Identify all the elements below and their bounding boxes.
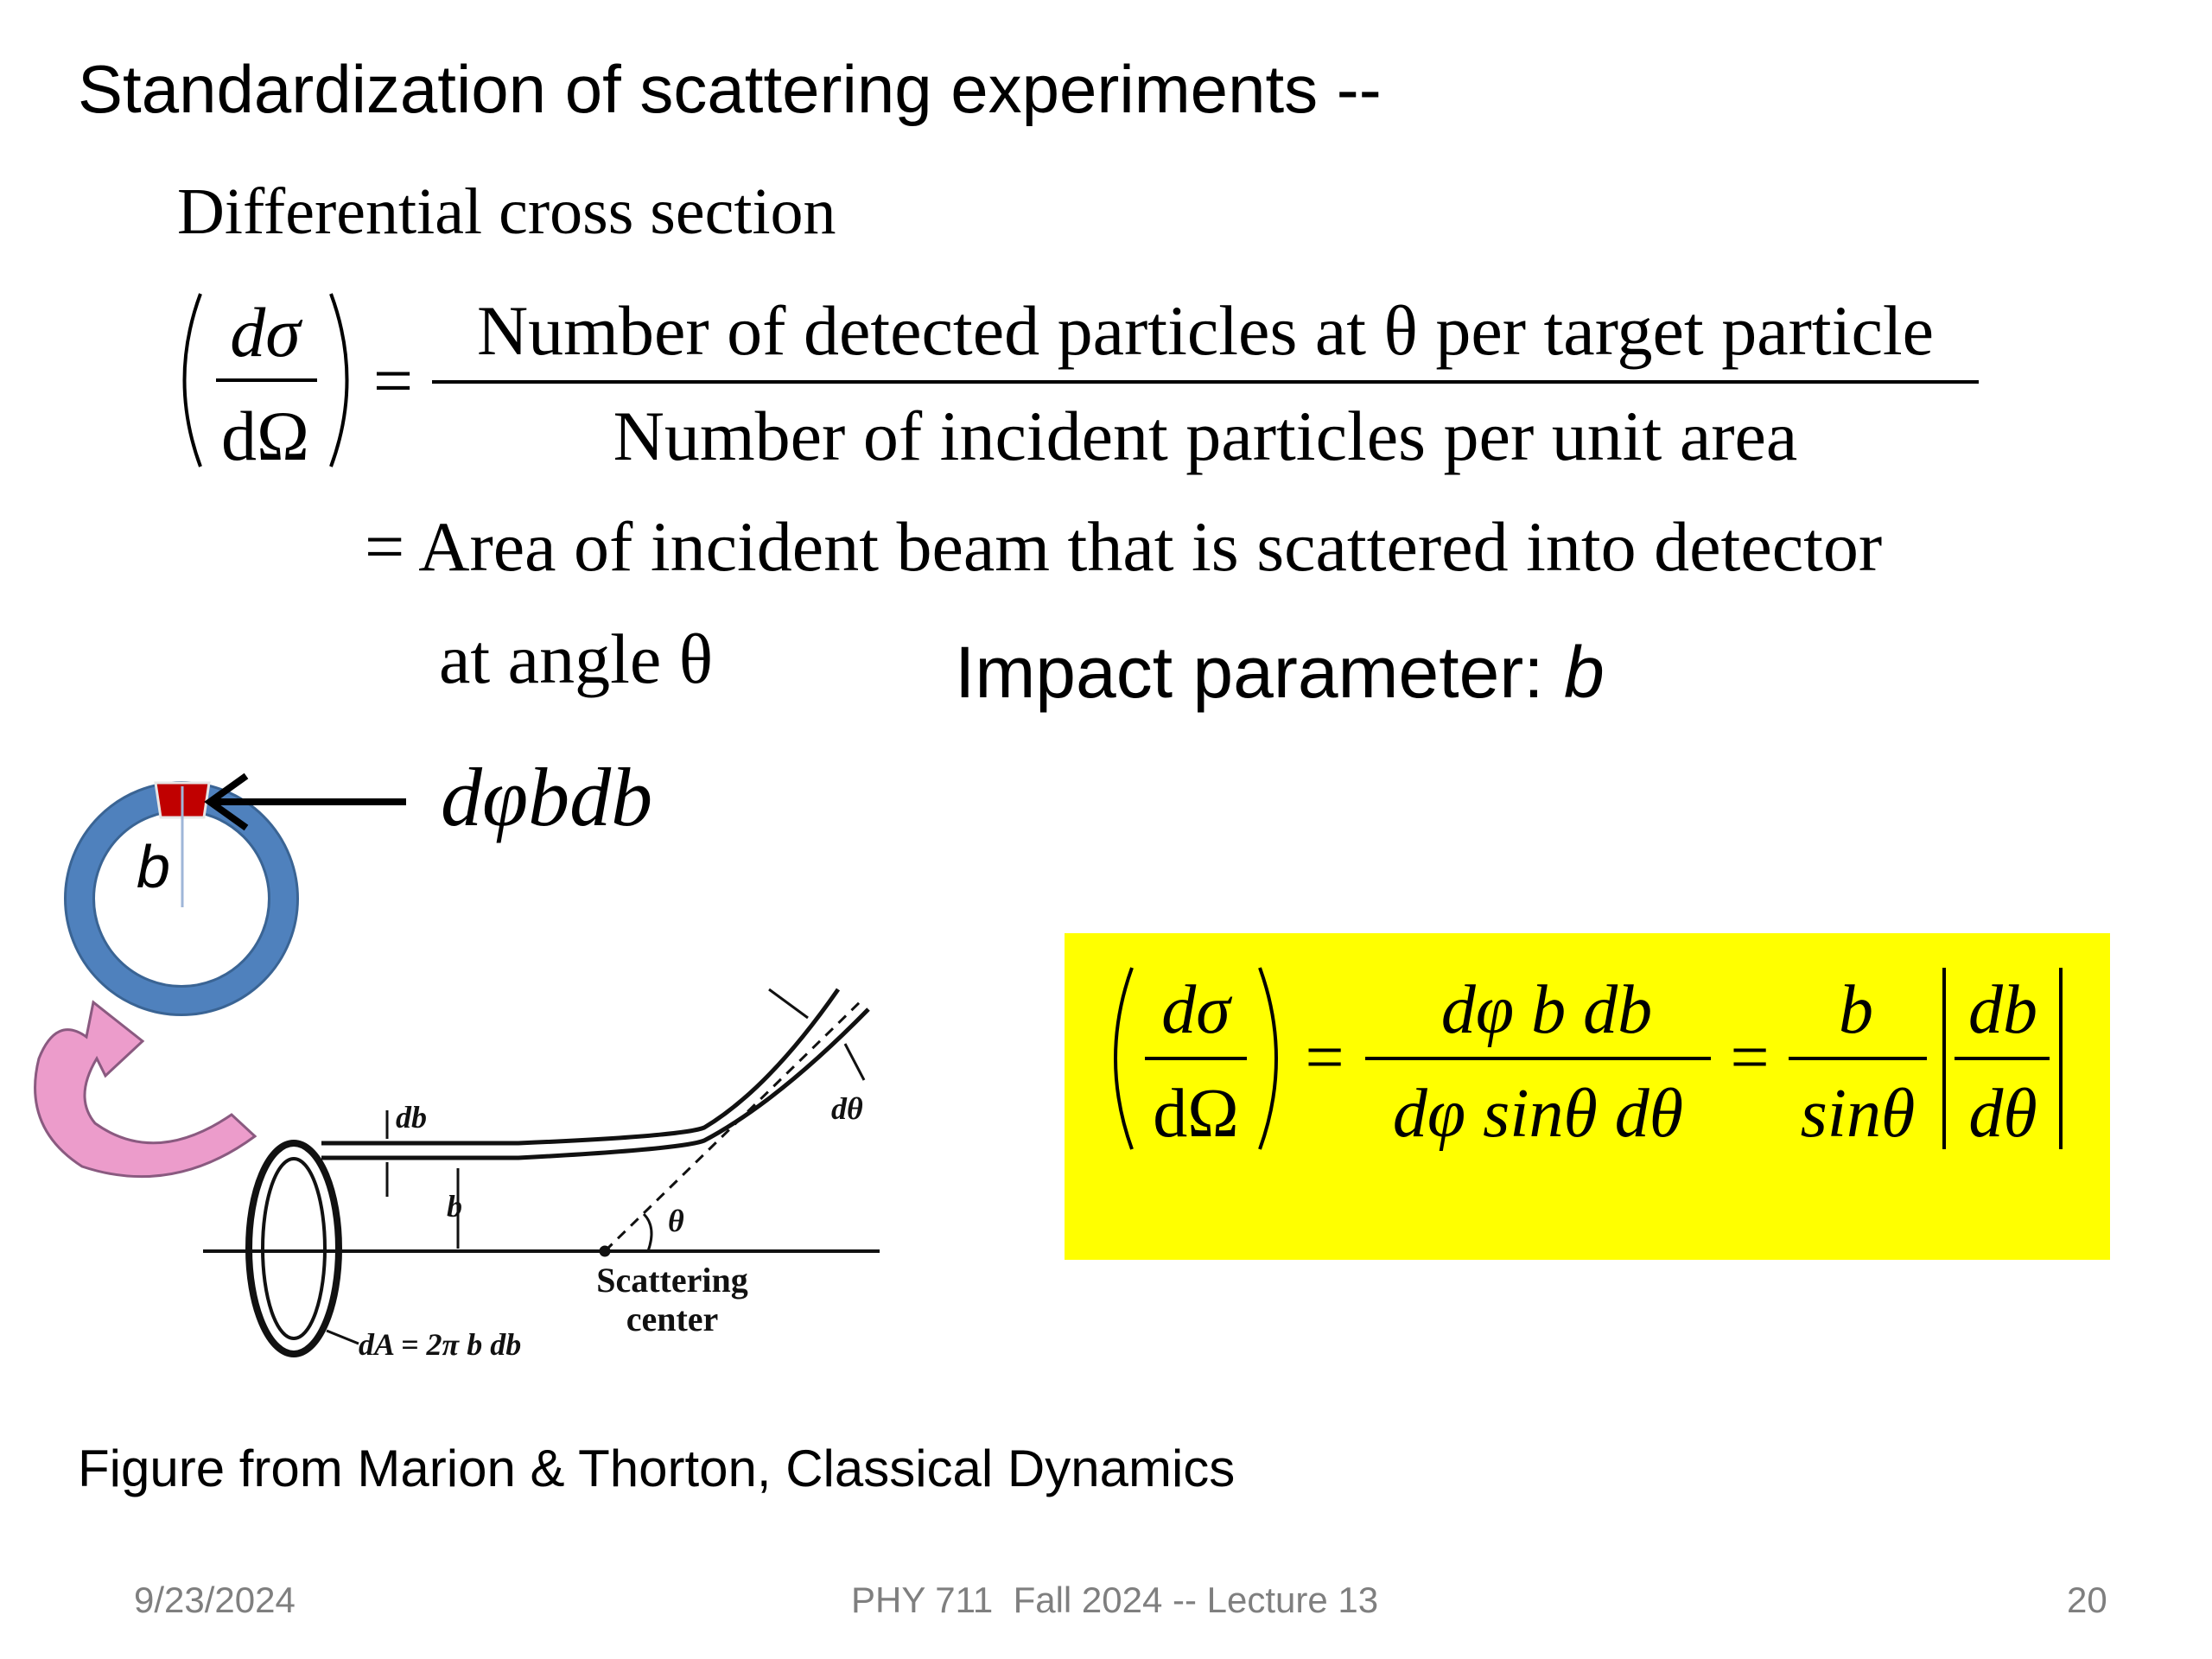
theta-arc [644, 1214, 652, 1251]
theta-label: θ [668, 1204, 684, 1238]
footer-date: 9/23/2024 [134, 1580, 296, 1620]
result-equals-1: = [1305, 1020, 1344, 1096]
scattering-figure-labels [359, 1091, 863, 1362]
dtheta-arrow-bottom [845, 1044, 864, 1080]
footer-course: PHY 711 Fall 2024 -- Lecture 13 [851, 1580, 1379, 1620]
db-label: db [396, 1100, 427, 1135]
area-label: dA = 2π b db [359, 1327, 522, 1362]
dtheta-label: dθ [831, 1091, 863, 1126]
definition-line-3: at angle θ [439, 620, 714, 698]
b-label: b [447, 1189, 462, 1224]
definition-denominator: Number of incident particles per unit area [613, 397, 1798, 475]
definition-numerator: Number of detected particles at θ per target particle [476, 291, 1935, 370]
radius-label: b [137, 833, 170, 900]
result-mid-numerator: dφ b db [1440, 972, 1653, 1048]
result-box [1065, 933, 2110, 1260]
impact-label-text: Impact parameter: [955, 632, 1564, 713]
result-rhs-numerator: b [1839, 972, 1873, 1048]
area-element-label: dφbdb [441, 751, 653, 843]
result-lhs-denominator: dΩ [1153, 1076, 1239, 1152]
dtheta-arrow-top [769, 989, 808, 1018]
section-subtitle: Differential cross section [177, 175, 836, 248]
impact-symbol: b [1563, 632, 1605, 713]
pink-curved-arrow [35, 1002, 255, 1177]
scattering-center-label-2: center [626, 1300, 719, 1338]
result-abs-numerator: db [1968, 972, 2037, 1048]
result-abs-denominator: dθ [1968, 1076, 2037, 1152]
scattering-center-dot [600, 1246, 610, 1256]
incident-annulus-inner [263, 1159, 325, 1338]
result-rhs-denominator: sinθ [1800, 1076, 1916, 1152]
area-pointer [327, 1331, 359, 1344]
definition-line-2: = Area of incident beam that is scattered into detector [365, 507, 1883, 586]
scattering-center-label-1: Scattering [596, 1261, 748, 1300]
equals-sign: = [372, 341, 414, 420]
slide-title: Standardization of scattering experiments -- [78, 51, 1382, 127]
left-paren [185, 294, 201, 467]
trajectory-lower [321, 1009, 868, 1158]
result-equals-2: = [1730, 1020, 1770, 1096]
footer-page-number: 20 [2067, 1580, 2107, 1620]
lhs-denominator: dΩ [221, 397, 309, 475]
scattering-figure [203, 989, 880, 1354]
ring-diagram [35, 751, 653, 1177]
result-mid-denominator: dφ sinθ dθ [1392, 1076, 1684, 1152]
cross-section-definition [185, 291, 1980, 698]
lhs-numerator: dσ [230, 293, 301, 372]
figure-caption: Figure from Marion & Thorton, Classical Dynamics [78, 1440, 1236, 1497]
result-lhs-numerator: dσ [1161, 972, 1230, 1048]
right-paren [331, 294, 347, 467]
